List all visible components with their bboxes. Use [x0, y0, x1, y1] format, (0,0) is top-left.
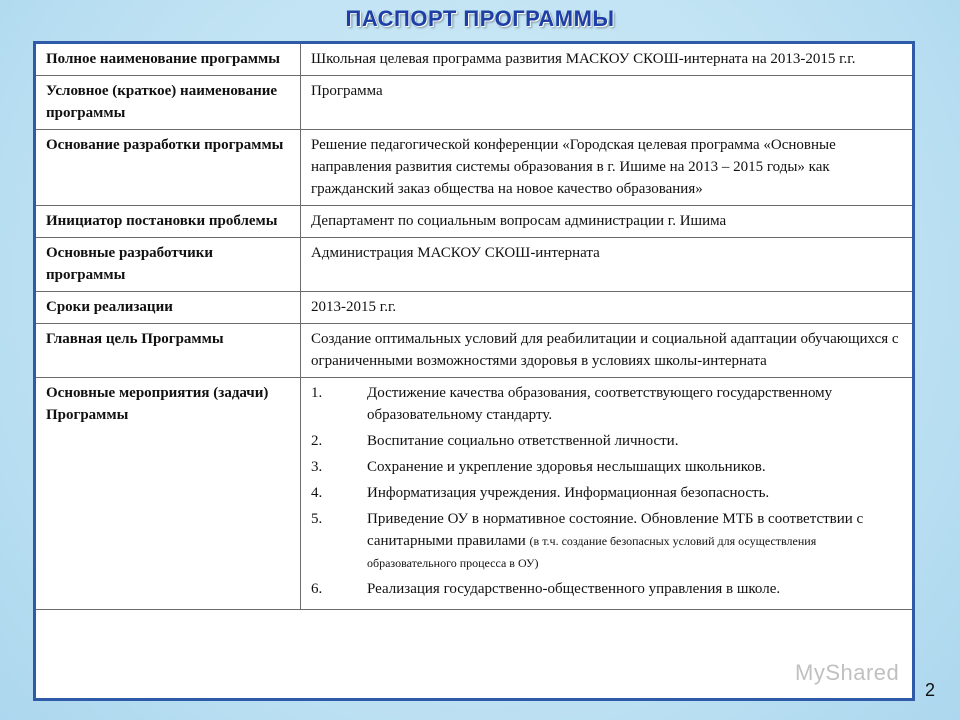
table-row	[36, 76, 912, 130]
list-item	[311, 508, 902, 574]
list-item	[311, 430, 902, 452]
page-number: 2	[925, 680, 936, 700]
table-row	[36, 206, 912, 238]
task-number: 2.	[311, 433, 323, 449]
row-label: Основные разработчики программы	[36, 238, 301, 292]
task-text: Реализация государственно-общественного управления в школе.	[367, 581, 781, 597]
page-title: ПАСПОРТ ПРОГРАММЫ	[345, 6, 615, 31]
passport-table	[36, 44, 912, 610]
table-row-tasks	[36, 378, 912, 610]
watermark-logo: MyShared	[795, 660, 900, 685]
row-value: Школьная целевая программа развития МАСКОУ СКОШ-интерната на 2013-2015 г.г.	[301, 44, 913, 76]
row-label: Основание разработки программы	[36, 130, 301, 206]
task-text: Сохранение и укрепление здоровья неслышащих школьников.	[367, 459, 766, 475]
task-text: Информатизация учреждения. Информационная безопасность.	[367, 485, 770, 501]
table-row	[36, 130, 912, 206]
list-item	[311, 382, 902, 426]
task-text-wrapper	[367, 508, 902, 574]
row-value: Решение педагогической конференции «Городская целевая программа «Основные направления развития системы образования в г. Ишиме на 2013 – 2015 годы» как гражданский заказ общества на новое качество образования»	[301, 130, 913, 206]
table-row	[36, 292, 912, 324]
tasks-label: Основные мероприятия (задачи) Программы	[36, 378, 301, 610]
row-label: Инициатор постановки проблемы	[36, 206, 301, 238]
list-item	[311, 578, 902, 600]
tasks-list	[311, 382, 902, 600]
task-text: Приведение ОУ в нормативное состояние. Обновление МТБ в соответствии с санитарными правилами	[367, 511, 864, 549]
task-number: 5.	[311, 511, 323, 527]
task-number: 6.	[311, 581, 323, 597]
row-label: Главная цель Программы	[36, 324, 301, 378]
row-label: Сроки реализации	[36, 292, 301, 324]
row-value: Программа	[301, 76, 913, 130]
list-item	[311, 482, 902, 504]
task-text: Воспитание социально ответственной личности.	[367, 433, 679, 449]
list-item	[311, 456, 902, 478]
row-value: 2013-2015 г.г.	[301, 292, 913, 324]
passport-table-frame	[33, 41, 915, 701]
table-row	[36, 238, 912, 292]
task-number: 4.	[311, 485, 323, 501]
task-text: Достижение качества образования, соответствующего государственному образовательному стандарту.	[367, 385, 833, 423]
task-number: 1.	[311, 385, 323, 401]
row-value: Департамент по социальным вопросам администрации г. Ишима	[301, 206, 913, 238]
table-row	[36, 44, 912, 76]
task-number: 3.	[311, 459, 323, 475]
table-row	[36, 324, 912, 378]
row-label: Условное (краткое) наименование программы	[36, 76, 301, 130]
row-value: Администрация МАСКОУ СКОШ-интерната	[301, 238, 913, 292]
row-value: Создание оптимальных условий для реабилитации и социальной адаптации обучающихся с ограниченными возможностями здоровья в условиях школы-интерната	[301, 324, 913, 378]
task-note: (в т.ч. создание безопасных условий для осуществления образовательного процесса в ОУ)	[367, 534, 817, 570]
tasks-cell	[301, 378, 913, 610]
row-label: Полное наименование программы	[36, 44, 301, 76]
